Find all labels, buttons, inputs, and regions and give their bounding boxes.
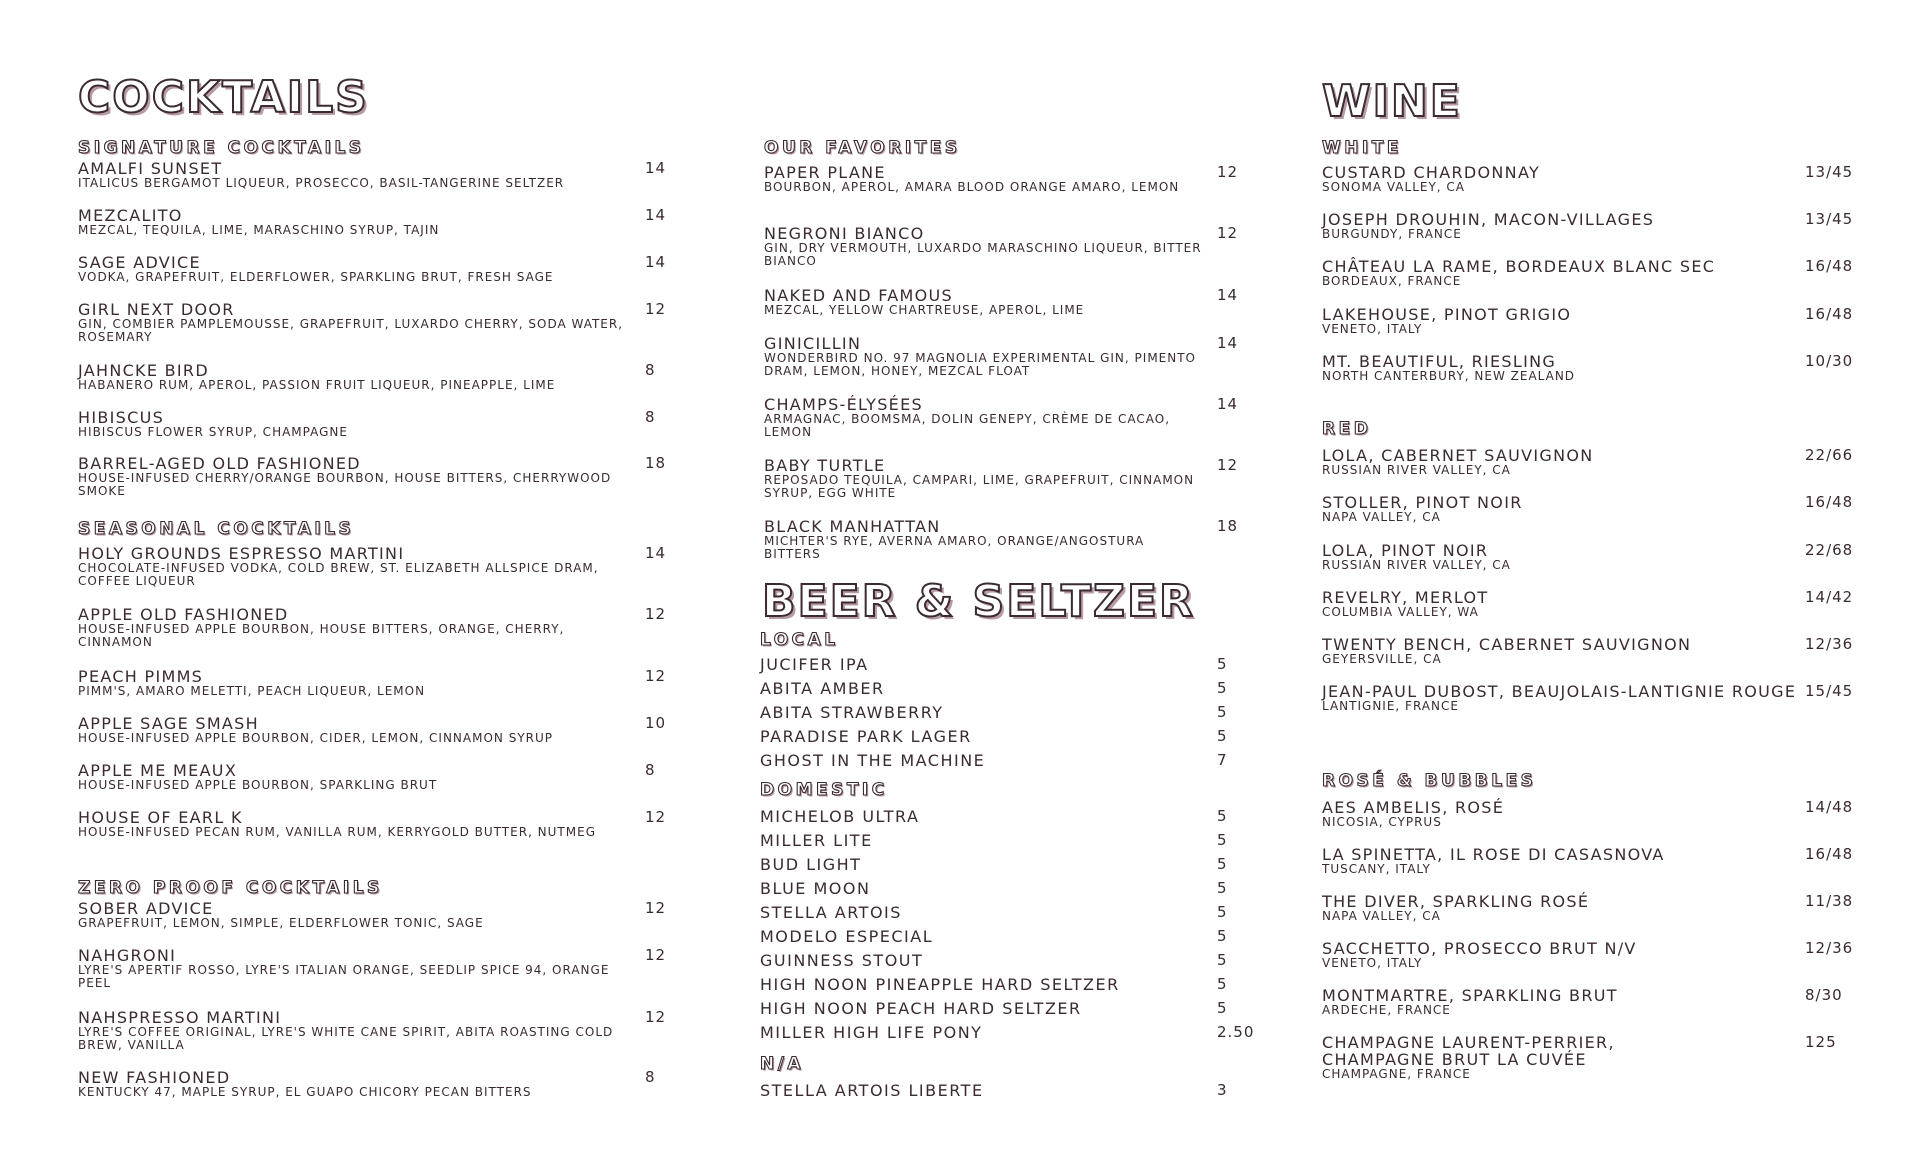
item-name: NEGRONI BIANCO [764, 224, 925, 243]
item-price: 12 [645, 899, 667, 917]
item-name: CHAMPAGNE LAURENT-PERRIER, CHAMPAGNE BRUT LA CUVÉE [1322, 1033, 1615, 1069]
menu-item [78, 206, 667, 237]
menu-item [764, 396, 1244, 439]
item-description: BOURBON, APEROL, AMARA BLOOD ORANGE AMARO, LEMON [764, 180, 1180, 194]
item-name: THE DIVER, SPARKLING ROSÉ [1322, 892, 1590, 911]
na-heading: N/A [760, 1054, 805, 1074]
menu-item [1322, 588, 1854, 619]
beer-item [760, 808, 1280, 825]
beer-item [760, 976, 1280, 993]
menu-item [1322, 446, 1854, 477]
item-description: KENTUCKY 47, MAPLE SYRUP, EL GUAPO CHICORY PECAN BITTERS [78, 1085, 532, 1099]
item-name: JEAN-PAUL DUBOST, BEAUJOLAIS-LANTIGNIE ROUGE [1322, 682, 1797, 701]
item-name: STELLA ARTOIS LIBERTE [760, 1081, 984, 1100]
item-description: MEZCAL, TEQUILA, LIME, MARASCHINO SYRUP, TAJIN [78, 223, 440, 237]
item-name: HIGH NOON PEACH HARD SELTZER [760, 999, 1082, 1018]
item-name: HOLY GROUNDS ESPRESSO MARTINI [78, 544, 405, 563]
item-name: NAKED AND FAMOUS [764, 286, 953, 305]
item-name: BARREL-AGED OLD FASHIONED [78, 454, 361, 473]
item-price: 14/48 [1805, 798, 1854, 816]
item-name: GIRL NEXT DOOR [78, 300, 235, 319]
item-price: 18 [1217, 517, 1239, 535]
item-description: GIN, DRY VERMOUTH, LUXARDO MARASCHINO LIQUEUR, BITTER BIANCO [764, 241, 1202, 268]
item-name: PEACH PIMMS [78, 667, 204, 686]
item-price: 5 [1217, 807, 1228, 825]
menu-item [78, 1008, 667, 1052]
item-name: GINICILLIN [764, 334, 862, 353]
item-price: 12 [1217, 163, 1239, 181]
item-description: VODKA, GRAPEFRUIT, ELDERFLOWER, SPARKLING BRUT, FRESH SAGE [78, 270, 554, 284]
item-price: 5 [1217, 975, 1228, 993]
item-description: HABANERO RUM, APEROL, PASSION FRUIT LIQUEUR, PINEAPPLE, LIME [78, 378, 556, 392]
menu-item [1322, 352, 1854, 383]
item-price: 16/48 [1805, 257, 1854, 275]
menu-item [1322, 493, 1854, 524]
menu-item [78, 899, 667, 930]
item-price: 12 [1217, 224, 1239, 242]
item-name: TWENTY BENCH, CABERNET SAUVIGNON [1322, 635, 1692, 654]
item-price: 13/45 [1805, 163, 1854, 181]
red-heading: RED [1322, 419, 1372, 439]
beer-item [760, 904, 1280, 921]
item-description: RUSSIAN RIVER VALLEY, CA [1322, 463, 1511, 477]
item-name: PARADISE PARK LAGER [760, 727, 972, 746]
menu-item [1322, 892, 1854, 923]
signature-cocktails-heading: SIGNATURE COCKTAILS [78, 138, 365, 158]
item-description: GEYERSVILLE, CA [1322, 652, 1442, 666]
menu-item [1322, 635, 1854, 666]
menu-item [78, 946, 667, 990]
item-description: TUSCANY, ITALY [1322, 862, 1431, 876]
menu-item [1322, 163, 1854, 194]
item-description: WONDERBIRD NO. 97 MAGNOLIA EXPERIMENTAL GIN, PIMENTO DRAM, LEMON, HONEY, MEZCAL FLOAT [764, 351, 1197, 378]
item-description: GRAPEFRUIT, LEMON, SIMPLE, ELDERFLOWER TONIC, SAGE [78, 916, 484, 930]
menu-item [78, 253, 667, 284]
item-price: 5 [1217, 879, 1228, 897]
item-price: 5 [1217, 999, 1228, 1017]
beer-item [760, 928, 1280, 945]
item-description: LYRE'S COFFEE ORIGINAL, LYRE'S WHITE CANE SPIRIT, ABITA ROASTING COLD BREW, VANILLA [78, 1025, 614, 1052]
item-name: STELLA ARTOIS [760, 903, 902, 922]
beer-item [760, 728, 1280, 745]
item-name: CHAMPS-ÉLYSÉES [764, 395, 923, 414]
item-price: 8 [645, 361, 656, 379]
item-price: 14 [645, 206, 667, 224]
item-price: 5 [1217, 679, 1228, 697]
item-description: NAPA VALLEY, CA [1322, 510, 1441, 524]
item-price: 5 [1217, 703, 1228, 721]
item-description: PIMM'S, AMARO MELETTI, PEACH LIQUEUR, LEMON [78, 684, 426, 698]
item-price: 14 [645, 159, 667, 177]
item-description: VENETO, ITALY [1322, 956, 1423, 970]
item-name: SAGE ADVICE [78, 253, 201, 272]
beer-item [760, 656, 1280, 673]
white-heading: WHITE [1322, 138, 1403, 158]
item-description: SONOMA VALLEY, CA [1322, 180, 1466, 194]
item-name: ABITA AMBER [760, 679, 885, 698]
item-name: STOLLER, PINOT NOIR [1322, 493, 1523, 512]
item-description: MICHTER'S RYE, AVERNA AMARO, ORANGE/ANGOSTURA BITTERS [764, 534, 1145, 561]
beer-item [760, 952, 1280, 969]
seasonal-cocktails-heading: SEASONAL COCKTAILS [78, 519, 355, 539]
menu-item [78, 808, 667, 839]
menu-item [78, 667, 667, 698]
menu-item [764, 457, 1244, 500]
item-description: MEZCAL, YELLOW CHARTREUSE, APEROL, LIME [764, 303, 1085, 317]
item-price: 2.50 [1217, 1023, 1255, 1041]
item-price: 8 [645, 1068, 656, 1086]
item-name: NEW FASHIONED [78, 1068, 231, 1087]
menu-item [78, 159, 667, 190]
menu-item [78, 300, 667, 344]
item-name: APPLE SAGE SMASH [78, 714, 259, 733]
item-description: RUSSIAN RIVER VALLEY, CA [1322, 558, 1511, 572]
rose-bubbles-heading: ROSÉ & BUBBLES [1322, 771, 1537, 791]
item-description: HOUSE-INFUSED APPLE BOURBON, CIDER, LEMON, CINNAMON SYRUP [78, 731, 554, 745]
item-price: 12/36 [1805, 635, 1854, 653]
menu-item [78, 714, 667, 745]
item-price: 16/48 [1805, 845, 1854, 863]
item-description: HOUSE-INFUSED CHERRY/ORANGE BOURBON, HOUSE BITTERS, CHERRYWOOD SMOKE [78, 471, 612, 498]
domestic-heading: DOMESTIC [760, 780, 888, 800]
item-price: 15/45 [1805, 682, 1854, 700]
item-name: MONTMARTRE, SPARKLING BRUT [1322, 986, 1618, 1005]
item-price: 10/30 [1805, 352, 1854, 370]
menu-item [1322, 257, 1854, 288]
item-name: HOUSE OF EARL K [78, 808, 243, 827]
item-price: 12 [645, 1008, 667, 1026]
beer-item [760, 680, 1280, 697]
item-price: 5 [1217, 855, 1228, 873]
menu-item [1322, 541, 1854, 572]
item-name: AMALFI SUNSET [78, 159, 223, 178]
item-price: 125 [1805, 1033, 1837, 1051]
menu-item [78, 761, 656, 792]
item-description: HOUSE-INFUSED APPLE BOURBON, HOUSE BITTERS, ORANGE, CHERRY, CINNAMON [78, 622, 565, 649]
item-name: MODELO ESPECIAL [760, 927, 934, 946]
item-name: JUCIFER IPA [760, 655, 869, 674]
item-name: HIBISCUS [78, 408, 165, 427]
item-price: 12 [645, 808, 667, 826]
item-price: 3 [1217, 1081, 1228, 1099]
item-description: BORDEAUX, FRANCE [1322, 274, 1462, 288]
item-name: JOSEPH DROUHIN, MACON-VILLAGES [1322, 210, 1655, 229]
item-name: MEZCALITO [78, 206, 183, 225]
item-price: 5 [1217, 727, 1228, 745]
beer-seltzer-title: BEER & SELTZER [762, 576, 1195, 627]
menu-item [764, 164, 1244, 194]
local-heading: LOCAL [760, 630, 839, 650]
item-price: 5 [1217, 831, 1228, 849]
item-description: BURGUNDY, FRANCE [1322, 227, 1462, 241]
item-name: HIGH NOON PINEAPPLE HARD SELTZER [760, 975, 1120, 994]
item-price: 5 [1217, 927, 1228, 945]
menu-item [1322, 939, 1854, 970]
item-description: LANTIGNIE, FRANCE [1322, 699, 1459, 713]
beer-item [760, 1024, 1280, 1041]
item-name: MILLER HIGH LIFE PONY [760, 1023, 983, 1042]
beer-item [760, 1000, 1280, 1017]
item-name: BABY TURTLE [764, 456, 886, 475]
item-name: SACCHETTO, PROSECCO BRUT N/V [1322, 939, 1637, 958]
item-name: BLACK MANHATTAN [764, 517, 941, 536]
beer-item [760, 704, 1280, 721]
item-price: 12/36 [1805, 939, 1854, 957]
item-name: LAKEHOUSE, PINOT GRIGIO [1322, 305, 1572, 324]
item-price: 16/48 [1805, 493, 1854, 511]
cocktails-title: COCKTAILS [78, 72, 369, 123]
menu-item [1322, 1033, 1837, 1081]
menu-item [1322, 210, 1854, 241]
item-price: 16/48 [1805, 305, 1854, 323]
menu-item [78, 1068, 656, 1099]
our-favorites-heading: OUR FAVORITES [764, 138, 961, 158]
item-description: NICOSIA, CYPRUS [1322, 815, 1442, 829]
item-description: HIBISCUS FLOWER SYRUP, CHAMPAGNE [78, 425, 348, 439]
beer-item [760, 752, 1280, 769]
item-description: NAPA VALLEY, CA [1322, 909, 1441, 923]
item-description: CHAMPAGNE, FRANCE [1322, 1067, 1471, 1081]
item-price: 5 [1217, 951, 1228, 969]
item-price: 12 [645, 605, 667, 623]
beer-item [760, 856, 1280, 873]
wine-title: WINE [1322, 76, 1462, 127]
item-description: ARMAGNAC, BOOMSMA, DOLIN GENEPY, CRÈME DE CACAO, LEMON [764, 412, 1171, 439]
item-price: 14 [1217, 395, 1239, 413]
item-name: LA SPINETTA, IL ROSE DI CASASNOVA [1322, 845, 1665, 864]
item-price: 10 [645, 714, 667, 732]
item-name: MT. BEAUTIFUL, RIESLING [1322, 352, 1557, 371]
item-description: NORTH CANTERBURY, NEW ZEALAND [1322, 369, 1576, 383]
zero-proof-heading: ZERO PROOF COCKTAILS [78, 878, 383, 898]
item-name: GHOST IN THE MACHINE [760, 751, 986, 770]
menu-item [1322, 305, 1854, 336]
item-price: 14 [1217, 334, 1239, 352]
item-name: GUINNESS STOUT [760, 951, 924, 970]
menu-item [764, 335, 1244, 378]
menu-item [78, 408, 656, 439]
item-name: PAPER PLANE [764, 163, 886, 182]
item-name: ABITA STRAWBERRY [760, 703, 944, 722]
menu-item [1322, 798, 1854, 829]
menu-item [78, 605, 667, 649]
item-description: LYRE'S APERTIF ROSSO, LYRE'S ITALIAN ORANGE, SEEDLIP SPICE 94, ORANGE PEEL [78, 963, 610, 990]
item-description: ITALICUS BERGAMOT LIQUEUR, PROSECCO, BASIL-TANGERINE SELTZER [78, 176, 565, 190]
item-description: REPOSADO TEQUILA, CAMPARI, LIME, GRAPEFRUIT, CINNAMON SYRUP, EGG WHITE [764, 473, 1195, 500]
item-description: CHOCOLATE-INFUSED VODKA, COLD BREW, ST. ELIZABETH ALLSPICE DRAM, COFFEE LIQUEUR [78, 561, 599, 588]
menu-item [1322, 986, 1843, 1017]
beer-item [760, 880, 1280, 897]
item-price: 12 [1217, 456, 1239, 474]
menu-item [764, 225, 1244, 268]
item-price: 8 [645, 761, 656, 779]
item-name: NAHSPRESSO MARTINI [78, 1008, 282, 1027]
item-price: 8 [645, 408, 656, 426]
menu-item [1322, 845, 1854, 876]
item-name: BUD LIGHT [760, 855, 862, 874]
item-name: CUSTARD CHARDONNAY [1322, 163, 1541, 182]
item-name: LOLA, CABERNET SAUVIGNON [1322, 446, 1594, 465]
item-price: 14 [645, 544, 667, 562]
beer-item [760, 832, 1280, 849]
item-price: 14 [1217, 286, 1239, 304]
item-description: COLUMBIA VALLEY, WA [1322, 605, 1479, 619]
item-name: MICHELOB ULTRA [760, 807, 920, 826]
beer-item [760, 1082, 1280, 1099]
item-description: ARDECHE, FRANCE [1322, 1003, 1451, 1017]
item-price: 7 [1217, 751, 1228, 769]
item-name: SOBER ADVICE [78, 899, 214, 918]
item-price: 22/66 [1805, 446, 1854, 464]
item-price: 14/42 [1805, 588, 1854, 606]
item-price: 5 [1217, 655, 1228, 673]
item-description: GIN, COMBIER PAMPLEMOUSSE, GRAPEFRUIT, LUXARDO CHERRY, SODA WATER, ROSEMARY [78, 317, 624, 344]
item-name: BLUE MOON [760, 879, 871, 898]
menu-item [1322, 682, 1854, 713]
item-name: APPLE OLD FASHIONED [78, 605, 289, 624]
item-price: 13/45 [1805, 210, 1854, 228]
item-price: 12 [645, 946, 667, 964]
item-description: HOUSE-INFUSED APPLE BOURBON, SPARKLING BRUT [78, 778, 438, 792]
item-price: 22/68 [1805, 541, 1854, 559]
item-price: 11/38 [1805, 892, 1854, 910]
item-name: REVELRY, MERLOT [1322, 588, 1489, 607]
item-description: VENETO, ITALY [1322, 322, 1423, 336]
item-name: MILLER LITE [760, 831, 873, 850]
menu-item [78, 361, 656, 392]
item-price: 14 [645, 253, 667, 271]
item-price: 18 [645, 454, 667, 472]
item-price: 8/30 [1805, 986, 1843, 1004]
item-name: JAHNCKE BIRD [78, 361, 209, 380]
item-price: 5 [1217, 903, 1228, 921]
item-name: AES AMBELIS, ROSÉ [1322, 798, 1505, 817]
item-name: NAHGRONI [78, 946, 177, 965]
item-name: CHÂTEAU LA RAME, BORDEAUX BLANC SEC [1322, 257, 1716, 276]
menu-item [78, 454, 667, 498]
menu-item [764, 287, 1244, 317]
item-price: 12 [645, 300, 667, 318]
item-name: LOLA, PINOT NOIR [1322, 541, 1489, 560]
item-description: HOUSE-INFUSED PECAN RUM, VANILLA RUM, KERRYGOLD BUTTER, NUTMEG [78, 825, 596, 839]
item-name: APPLE ME MEAUX [78, 761, 238, 780]
item-price: 12 [645, 667, 667, 685]
menu-item [78, 544, 667, 588]
menu-item [764, 518, 1244, 561]
